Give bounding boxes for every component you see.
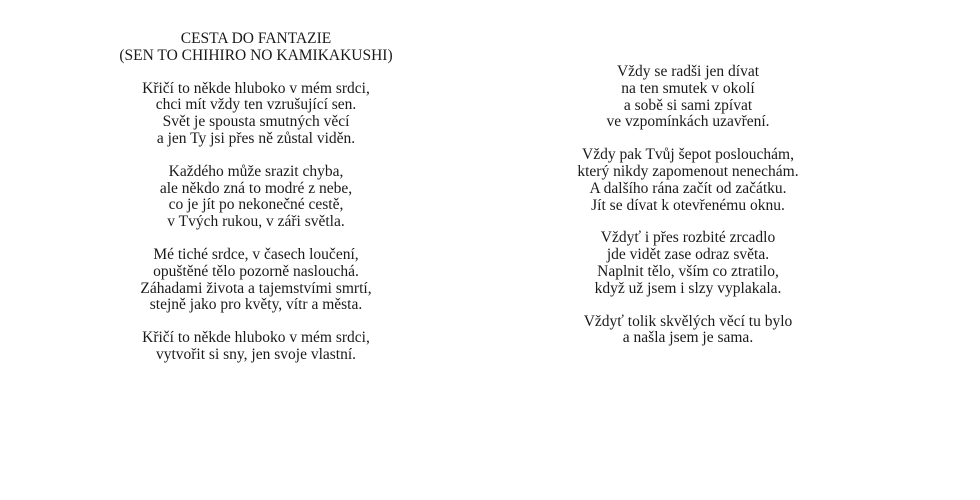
stanza-left-4: [96, 330, 416, 364]
verse-line: jde vidět zase odraz světa.: [606, 246, 770, 264]
verse-line: Svět je spousta smutných věcí: [162, 113, 350, 131]
verse-line: Vždyť tolik skvělých věcí tu bylo: [583, 312, 793, 330]
stanza-right-2: [528, 147, 848, 214]
verse-line: na ten smutek v okolí: [621, 79, 755, 97]
verse-line: Každého může srazit chyba,: [168, 162, 344, 180]
verse-line: a našla jsem je sama.: [622, 329, 754, 347]
poem-left-column: [96, 31, 416, 380]
verse-line: stejně jako pro květy, vítr a města.: [149, 296, 363, 314]
verse-line: Křičí to někde hluboko v mém srdci,: [142, 329, 370, 347]
verse-line: vytvořit si sny, jen svoje vlastní.: [155, 345, 357, 363]
stanza-right-1: [528, 64, 848, 131]
verse-line: Vždy se radši jen dívat: [616, 63, 760, 80]
verse-line: Jít se dívat k otevřenému oknu.: [591, 196, 785, 214]
verse-line: opuštěné tělo pozorně naslouchá.: [153, 262, 359, 280]
verse-line: Křičí to někde hluboko v mém srdci,: [142, 79, 370, 97]
stanza-left-3: [96, 247, 416, 314]
stanza-left-1: [96, 81, 416, 148]
verse-line: a sobě si sami zpívat: [623, 96, 753, 114]
verse-line: který nikdy zapomenout nenechám.: [577, 162, 799, 180]
verse-line: Záhadami života a tajemstvími smrtí,: [140, 279, 372, 297]
verse-line: když už jsem i slzy vyplakala.: [594, 279, 782, 297]
verse-line: a jen Ty jsi přes ně zůstal viděn.: [156, 129, 356, 147]
verse-line: A dalšího rána začít od začátku.: [589, 179, 787, 197]
verse-line: Vždy pak Tvůj šepot poslouchám,: [582, 146, 794, 164]
poem-title: [96, 31, 416, 65]
stanza-right-3: [528, 230, 848, 297]
verse-line: v Tvých rukou, v záři světla.: [167, 213, 345, 231]
subtitle-line: (SEN TO CHIHIRO NO KAMIKAKUSHI): [119, 46, 393, 64]
poem-right-column: [528, 64, 848, 363]
verse-line: ve vzpomínkách uzavření.: [606, 113, 770, 131]
verse-line: chci mít vždy ten vzrušující sen.: [155, 96, 357, 114]
verse-line: Mé tiché srdce, v časech loučení,: [153, 245, 359, 263]
verse-line: Naplnit tělo, vším co ztratilo,: [597, 262, 779, 280]
stanza-left-2: [96, 164, 416, 231]
verse-line: co je jít po nekonečné cestě,: [168, 196, 344, 214]
stanza-right-4: [528, 314, 848, 348]
verse-line: ale někdo zná to modré z nebe,: [159, 179, 353, 197]
title-line: CESTA DO FANTAZIE: [180, 30, 332, 47]
verse-line: Vždyť i přes rozbité zrcadlo: [600, 229, 776, 247]
